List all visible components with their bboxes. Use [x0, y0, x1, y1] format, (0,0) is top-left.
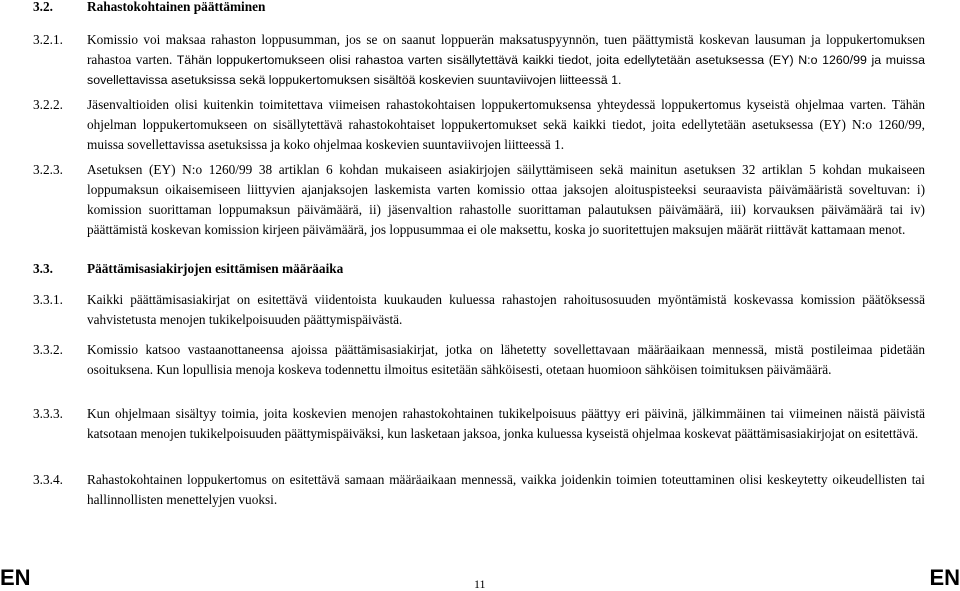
paragraph-number: 3.3.4.: [33, 472, 63, 487]
section-number: 3.2.: [33, 0, 53, 14]
paragraph-text: Jäsenvaltioiden olisi kuitenkin toimitettava viimeisen rahastokohtaisen loppukertomuksensa yhteydessä loppukertomus kyseistä ohjelmaa varten. Tähän ohjelman loppukertomukseen on sisällytettävä rahastokohtaiset loppukertomukset sekä kaikki tiedot, joita edellytetään asetuksessa (EY) N:o 1260/99, muissa sovellettavissa asetuksissa ja koko ohjelmaa koskevien suuntaviivojen liitteessä 1.: [87, 97, 925, 152]
paragraph-number: 3.2.2.: [33, 97, 63, 112]
paragraph-text-sans: Tähän loppukertomukseen olisi rahastoa varten sisällytettävä kaikki tiedot, joita edellytetään asetuksessa (EY) N:o 1260/99 ja muissa sovellettavissa asetuksissa sekä loppukertomuksen sisältöä koskevien suuntaviivojen liitteessä 1.: [87, 53, 925, 87]
paragraph-number: 3.3.1.: [33, 292, 63, 307]
section-title: Päättämisasiakirjojen esittämisen määräaika: [87, 261, 344, 276]
paragraph-text: Komissio katsoo vastaanottaneensa ajoissa päättämisasiakirjat, jotka on lähetetty sovellettavaan määräaikaan mennessä, mistä postileimaa pidetään osoituksena. Kun lopullisia menoja koskeva todennettu ilmoitus esitetään sähköisesti, otetaan huomioon sähköisen toimituksen päivämäärä.: [87, 342, 925, 377]
paragraph-text: Kun ohjelmaan sisältyy toimia, joita koskevien menojen rahastokohtainen tukikelpoisuus päättyy eri päivinä, jälkimmäinen tai viimeinen näistä päivistä katsotaan menojen tukikelpoisuuden päättymispäiväksi, kun lasketaan jaksoa, jonka kuluessa kyseistä ohjelmaa koskevat päättämisasiakirjojat on esitettävä.: [87, 406, 925, 441]
paragraph-number: 3.3.2.: [33, 342, 63, 357]
paragraph-text: Rahastokohtainen loppukertomus on esitettävä samaan määräaikaan mennessä, vaikka joidenkin toimien toteuttaminen olisi keskeytetty oikeudellisten tai hallinnollisten menettelyjen vuoksi.: [87, 472, 925, 507]
paragraph-text: Asetuksen (EY) N:o 1260/99 38 artiklan 6 kohdan mukaiseen asiakirjojen säilyttämiseen sekä mainitun asetuksen 32 artiklan 5 kohdan mukaiseen loppumaksun oikaisemiseen liittyvien ajanjaksojen laskemista varten komissio ottaa jaksojen aloituspisteeksi seuraavista päivämääristä soveltuvan: i) komission suorittaman loppumaksun päivämäärä, ii) jäsenvaltion rahastolle suorittaman palautuksen päivämäärä, iii) korvauksen päivämäärä tai iv) päättämistä koskevan komission kirjeen päivämäärä, jos loppusummaa ei ole maksettu, koska jo suoritettujen maksujen määrät riittävät kattamaan menot.: [87, 162, 925, 237]
footer-language-left: EN: [0, 565, 31, 590]
paragraph-text: [87, 30, 925, 90]
paragraph-text: Kaikki päättämisasiakirjat on esitettävä viidentoista kuukauden kuluessa rahastojen rahoitusosuuden myöntämistä koskevassa komission päätöksessä vahvistetusta menojen tukikelpoisuuden päättymispäivästä.: [87, 292, 925, 327]
section-title: Rahastokohtainen päättäminen: [87, 0, 266, 14]
page-number: 11: [474, 577, 486, 591]
paragraph-number: 3.2.1.: [33, 32, 63, 47]
section-number: 3.3.: [33, 261, 53, 276]
paragraph-number: 3.2.3.: [33, 162, 63, 177]
paragraph-text-serif: Komissio voi maksaa rahaston loppusumman, jos se on saanut loppuerän maksatuspyynnön, tuen päättymistä koskevan lausuman ja loppukertomuksen rahastoa varten.: [87, 32, 925, 67]
paragraph-number: 3.3.3.: [33, 406, 63, 421]
footer-language-right: EN: [929, 565, 960, 590]
